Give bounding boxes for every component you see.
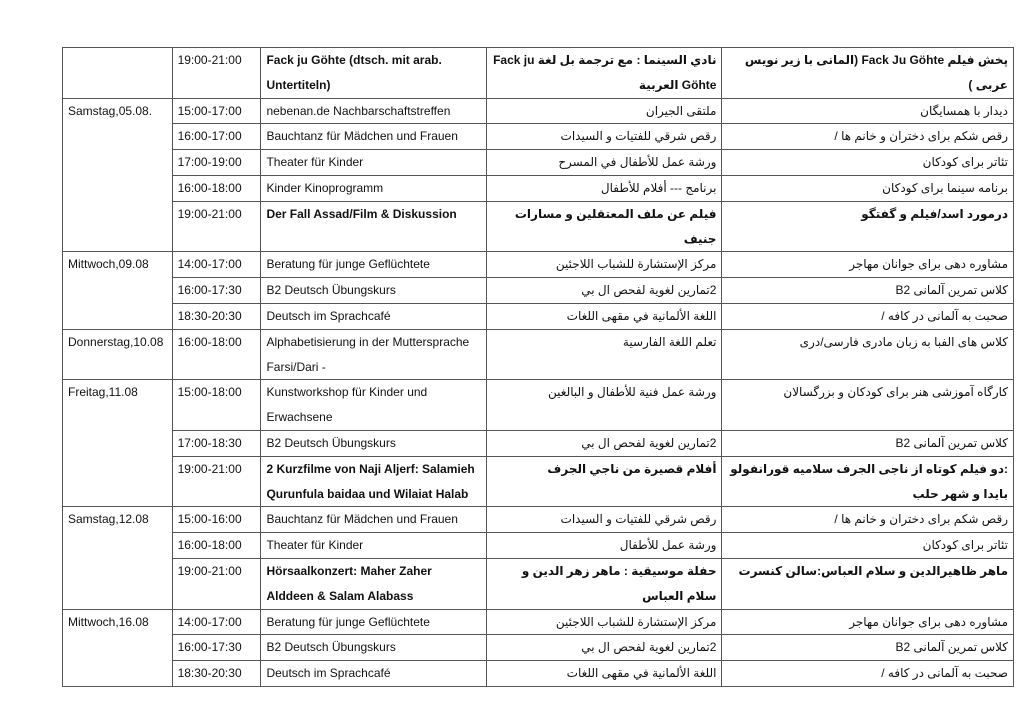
arabic-title-cell: ملتقى الجيران bbox=[486, 98, 722, 124]
time-cell: 19:00-21:00 bbox=[172, 201, 261, 252]
schedule-body bbox=[63, 48, 1014, 687]
persian-title-cell: کلاس تمرین آلمانی B2 bbox=[722, 278, 1014, 304]
german-title-cell: Beratung für junge Geflüchtete bbox=[261, 252, 486, 278]
time-cell: 19:00-21:00 bbox=[172, 558, 261, 609]
persian-title-cell: صحبت به آلمانی در کافه / bbox=[722, 303, 1014, 329]
table-row bbox=[63, 98, 1014, 124]
table-row bbox=[63, 303, 1014, 329]
arabic-title-cell: مركز الإستشارة للشباب اللاجئين bbox=[486, 252, 722, 278]
time-cell: 16:00-17:30 bbox=[172, 278, 261, 304]
day-cell bbox=[63, 48, 173, 99]
persian-title-cell: کارگاه آموزشی هنر برای کودکان و بزرگسالان bbox=[722, 380, 1014, 431]
schedule-table bbox=[62, 47, 1014, 687]
time-cell: 15:00-16:00 bbox=[172, 507, 261, 533]
german-title-cell: Bauchtanz für Mädchen und Frauen bbox=[261, 124, 486, 150]
german-title-cell: Theater für Kinder bbox=[261, 150, 486, 176]
german-title-cell: Deutsch im Sprachcafé bbox=[261, 303, 486, 329]
arabic-title-cell: اللغة الألمانية في مقهى اللغات bbox=[486, 303, 722, 329]
persian-title-cell: :دو فیلم کوتاه از ناجی الجرف سلامیه قورانفولو بایدا و شهر حلب bbox=[722, 456, 1014, 507]
table-row bbox=[63, 380, 1014, 431]
day-cell: Freitag,11.08 bbox=[63, 380, 173, 507]
german-title-cell: Deutsch im Sprachcafé bbox=[261, 661, 486, 687]
time-cell: 17:00-19:00 bbox=[172, 150, 261, 176]
german-title-cell: nebenan.de Nachbarschaftstreffen bbox=[261, 98, 486, 124]
table-row bbox=[63, 635, 1014, 661]
arabic-title-cell: نادي السينما : مع ترجمة بل لغة Fack ju Göhte العربية bbox=[486, 48, 722, 99]
persian-title-cell: کلاس تمرین آلمانی B2 bbox=[722, 430, 1014, 456]
time-cell: 16:00-18:00 bbox=[172, 329, 261, 380]
table-row bbox=[63, 661, 1014, 687]
german-title-cell: Der Fall Assad/Film & Diskussion bbox=[261, 201, 486, 252]
table-row bbox=[63, 278, 1014, 304]
german-title-cell: Kinder Kinoprogramm bbox=[261, 175, 486, 201]
german-title-cell: B2 Deutsch Übungskurs bbox=[261, 635, 486, 661]
time-cell: 15:00-18:00 bbox=[172, 380, 261, 431]
arabic-title-cell: برنامج --- أفلام للأطفال bbox=[486, 175, 722, 201]
persian-title-cell: پخش فیلم Fack Ju Göhte (المانی با زیر نویس عربی ) bbox=[722, 48, 1014, 99]
time-cell: 16:00-17:00 bbox=[172, 124, 261, 150]
persian-title-cell: صحبت به آلمانی در کافه / bbox=[722, 661, 1014, 687]
persian-title-cell: تئاتر برای کودکان bbox=[722, 150, 1014, 176]
table-row bbox=[63, 456, 1014, 507]
german-title-cell: Beratung für junge Geflüchtete bbox=[261, 609, 486, 635]
time-cell: 18:30-20:30 bbox=[172, 661, 261, 687]
arabic-title-cell: رقص شرقي للفتيات و السيدات bbox=[486, 507, 722, 533]
table-row bbox=[63, 533, 1014, 559]
persian-title-cell: کلاس تمرین آلمانی B2 bbox=[722, 635, 1014, 661]
persian-title-cell: تئاتر برای کودکان bbox=[722, 533, 1014, 559]
persian-title-cell: دیدار با همسایگان bbox=[722, 98, 1014, 124]
table-row bbox=[63, 124, 1014, 150]
time-cell: 16:00-18:00 bbox=[172, 533, 261, 559]
arabic-title-cell: 2تمارين لغوية لفحص ال بي bbox=[486, 430, 722, 456]
day-cell: Samstag,12.08 bbox=[63, 507, 173, 609]
arabic-title-cell: ورشة عمل للأطفال في المسرح bbox=[486, 150, 722, 176]
time-cell: 17:00-18:30 bbox=[172, 430, 261, 456]
persian-title-cell: برنامه سینما برای کودکان bbox=[722, 175, 1014, 201]
table-row bbox=[63, 150, 1014, 176]
day-cell: Samstag,05.08. bbox=[63, 98, 173, 252]
time-cell: 14:00-17:00 bbox=[172, 252, 261, 278]
arabic-title-cell: أفلام قصيرة من ناجي الجرف bbox=[486, 456, 722, 507]
arabic-title-cell: رقص شرقي للفتيات و السيدات bbox=[486, 124, 722, 150]
table-row bbox=[63, 175, 1014, 201]
time-cell: 15:00-17:00 bbox=[172, 98, 261, 124]
day-cell: Mittwoch,16.08 bbox=[63, 609, 173, 686]
persian-title-cell: درمورد اسد/فیلم و گفتگو bbox=[722, 201, 1014, 252]
german-title-cell: Fack ju Göhte (dtsch. mit arab. Untertiteln) bbox=[261, 48, 486, 99]
arabic-title-cell: اللغة الألمانية في مقهى اللغات bbox=[486, 661, 722, 687]
table-row bbox=[63, 48, 1014, 99]
german-title-cell: Theater für Kinder bbox=[261, 533, 486, 559]
table-row bbox=[63, 558, 1014, 609]
german-title-cell: Bauchtanz für Mädchen und Frauen bbox=[261, 507, 486, 533]
time-cell: 16:00-17:30 bbox=[172, 635, 261, 661]
persian-title-cell: مشاوره دهی برای جوانان مهاجر bbox=[722, 609, 1014, 635]
table-row bbox=[63, 201, 1014, 252]
time-cell: 19:00-21:00 bbox=[172, 48, 261, 99]
arabic-title-cell: حفلة موسيقية : ماهر زهر الدين و سلام العباس bbox=[486, 558, 722, 609]
table-row bbox=[63, 252, 1014, 278]
table-row bbox=[63, 430, 1014, 456]
table-row bbox=[63, 609, 1014, 635]
time-cell: 19:00-21:00 bbox=[172, 456, 261, 507]
arabic-title-cell: ورشة عمل للأطفال bbox=[486, 533, 722, 559]
persian-title-cell: مشاوره دهی برای جوانان مهاجر bbox=[722, 252, 1014, 278]
persian-title-cell: رقص شکم برای دختران و خانم ها / bbox=[722, 124, 1014, 150]
german-title-cell: B2 Deutsch Übungskurs bbox=[261, 278, 486, 304]
table-row bbox=[63, 507, 1014, 533]
table-row bbox=[63, 329, 1014, 380]
german-title-cell: B2 Deutsch Übungskurs bbox=[261, 430, 486, 456]
german-title-cell: Kunstworkshop für Kinder und Erwachsene bbox=[261, 380, 486, 431]
german-title-cell: Alphabetisierung in der Muttersprache Farsi/Dari - bbox=[261, 329, 486, 380]
arabic-title-cell: 2تمارين لغوية لفحص ال بي bbox=[486, 278, 722, 304]
arabic-title-cell: ورشة عمل فنية للأطفال و البالغين bbox=[486, 380, 722, 431]
arabic-title-cell: تعلم اللغة الفارسية bbox=[486, 329, 722, 380]
day-cell: Mittwoch,09.08 bbox=[63, 252, 173, 329]
day-cell: Donnerstag,10.08 bbox=[63, 329, 173, 380]
time-cell: 16:00-18:00 bbox=[172, 175, 261, 201]
persian-title-cell: رقص شکم برای دختران و خانم ها / bbox=[722, 507, 1014, 533]
arabic-title-cell: مركز الإستشارة للشباب اللاجئين bbox=[486, 609, 722, 635]
time-cell: 14:00-17:00 bbox=[172, 609, 261, 635]
german-title-cell: 2 Kurzfilme von Naji Aljerf: Salamieh Qurunfula baidaa und Wilaiat Halab bbox=[261, 456, 486, 507]
time-cell: 18:30-20:30 bbox=[172, 303, 261, 329]
persian-title-cell: ماهر ظاهیرالدین و سلام العباس:سالن کنسرت bbox=[722, 558, 1014, 609]
arabic-title-cell: فيلم عن ملف المعتقلين و مسارات جنيف bbox=[486, 201, 722, 252]
persian-title-cell: کلاس های الفبا به زبان مادری فارسی/دری bbox=[722, 329, 1014, 380]
german-title-cell: Hörsaalkonzert: Maher Zaher Alddeen & Salam Alabass bbox=[261, 558, 486, 609]
arabic-title-cell: 2تمارين لغوية لفحص ال بي bbox=[486, 635, 722, 661]
